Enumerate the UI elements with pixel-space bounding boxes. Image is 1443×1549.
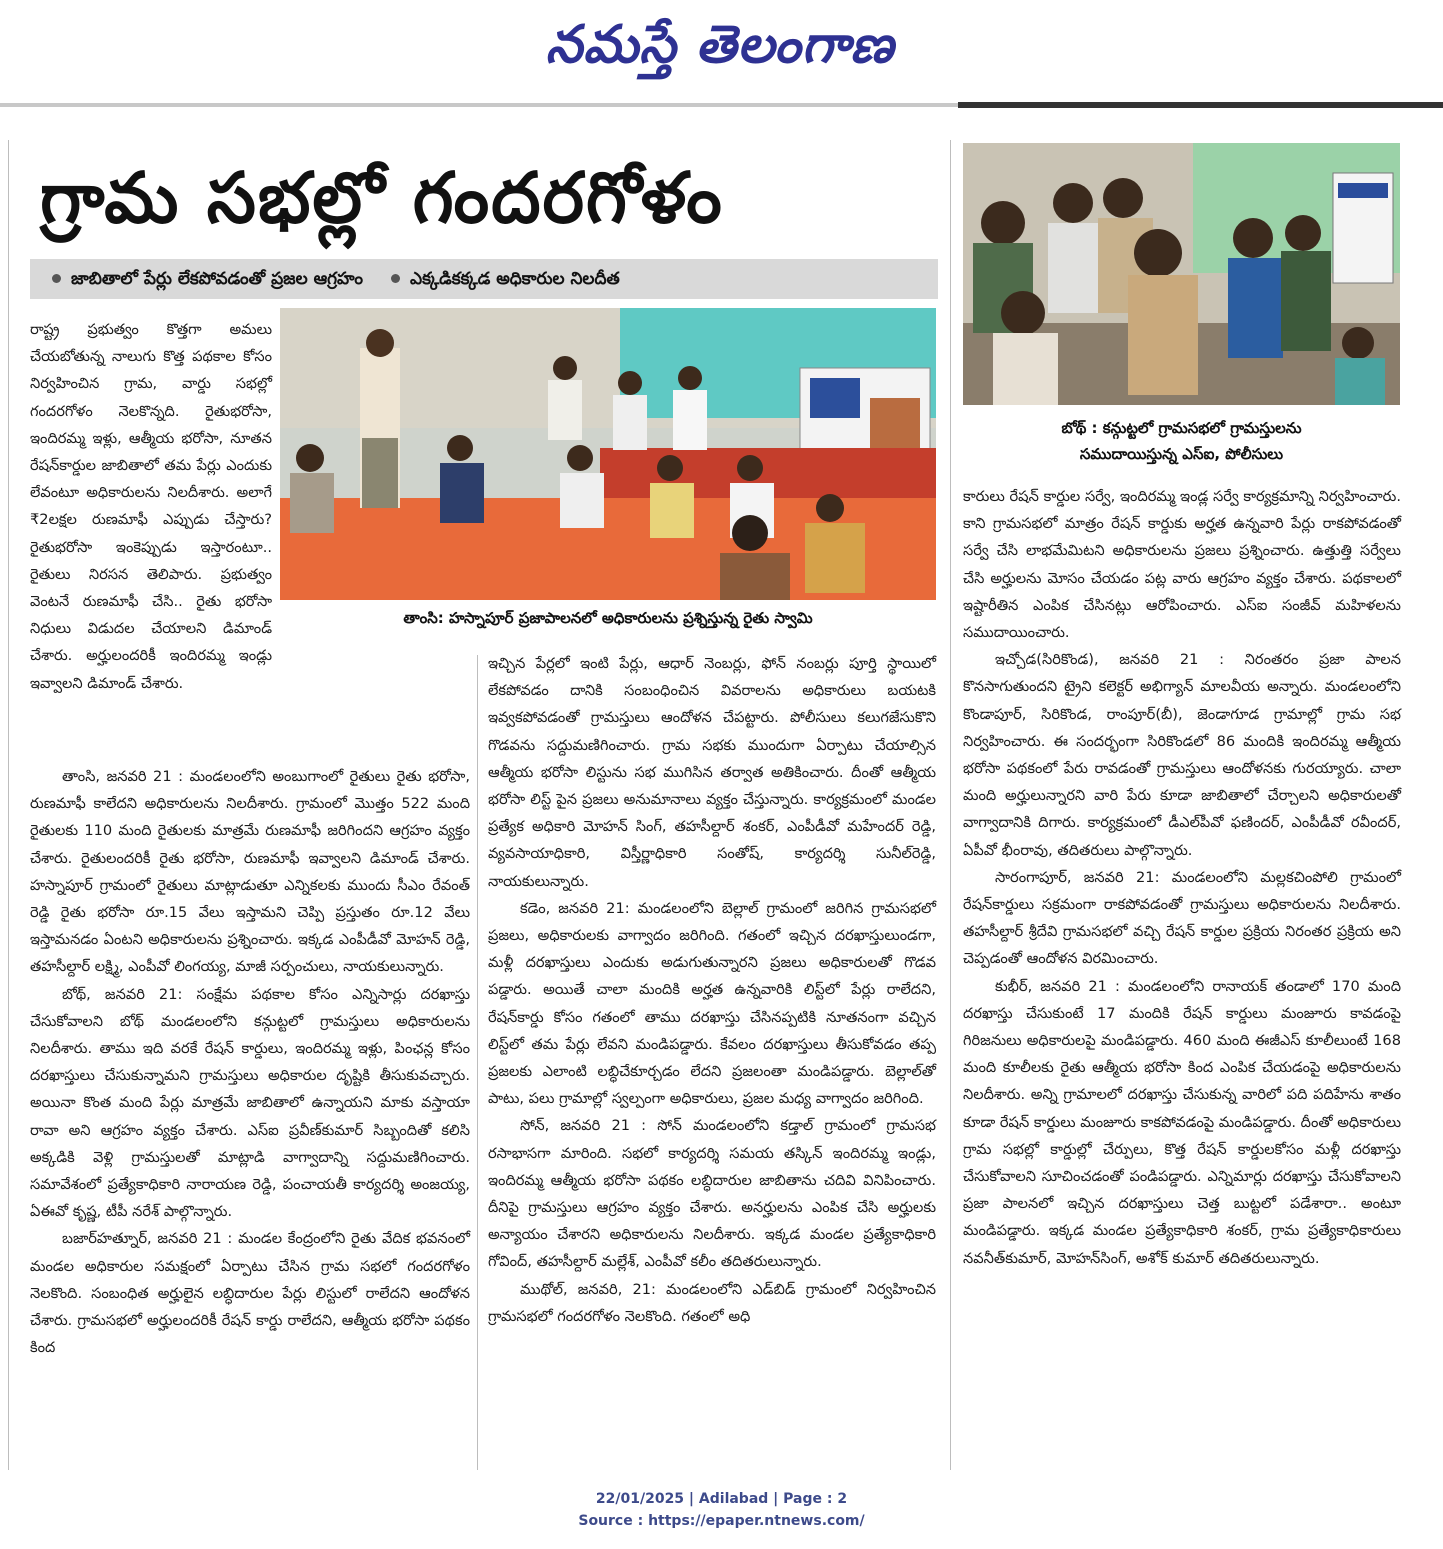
photo2-caption: [963, 415, 1400, 467]
footer-date-edition: 22/01/2025 | Adilabad | Page : 2: [595, 1491, 848, 1507]
paragraph-both: బోథ్, జనవరి 21: సంక్షేమ పథకాల కోసం ఎన్నిసార్లు దరఖాస్తు చేసుకోవాలని బోథ్ మండలంలోని కన్గుట్టలో గ్రామస్తులు అధికారులను నిలదీశారు. తాము ఇది వరకే రేషన్ కార్డులు, ఇందిరమ్మ ఇళ్లు, పింఛన్ల కోసం దరఖాస్తులు చేసుకున్నామని గ్రామస్తులు అధికారుల దృష్టికి తీసుకువచ్చారు. అయినా కొంత మంది పేర్లు మాత్రమే జాబితాలో ఉన్నాయని మాకు వస్తాయా రావా అని ఆగ్రహం వ్యక్తం చేశారు. ఎస్ఐ ప్రవీణ్‌కుమార్ సిబ్బందితో కలిసి అక్కడికి వెళ్లి గ్రామస్తులతో మాట్లాడి వాగ్వాదాన్ని సద్దుమణిగించారు. సమావేశంలో ప్రత్యేకాధికారి నారాయణ రెడ్డి, పంచాయతీ కార్యదర్శి అంజయ్య, ఏఈవో కృష్ణ, టీపీ నరేశ్ పాల్గొన్నారు.: [30, 985, 470, 1221]
paragraph-bazarhatnoor: బజార్‌హత్నూర్, జనవరి 21 : మండల కేంద్రంలోని రైతు వేదిక భవనంలో మండల అధికారుల సమక్షంలో ఏర్పాటు చేసిన గ్రామ సభలో గందరగోళం నెలకొంది. సంబంధిత అర్హులైన లబ్ధిదారుల పేర్లు లిస్టులో రాలేదని ఆందోళన చేశారు. గ్రామసభలో అర్హులందరికీ రేషన్ కార్డు రాలేదని, ఆత్మీయ భరోసా పథకం కింద: [30, 1230, 470, 1357]
paragraph-continued-2: కారులు రేషన్ కార్డుల సర్వే, ఇందిరమ్మ ఇండ్ల సర్వే కార్యక్రమాన్ని నిర్వహించారు. కాని గ్రామసభలో మాత్రం రేషన్ కార్డుకు అర్హత ఉన్నవారి పేర్లు రాకపోవడంతో సర్వే చేసి లాభమేమిటని అధికారులను ప్రజలు ప్రశ్నించారు. ఉత్తుత్తి సర్వేలు చేసి అర్హులను మోసం చేయడం పట్ల వారు ఆగ్రహం వ్యక్తం చేశారు. పథకాలలో ఇష్టారీతిన ఎంపిక చేసినట్లు ఆరోపించారు. ఎస్ఐ సంజీవ్ మహిళలను సముదాయించారు.: [963, 488, 1401, 642]
paragraph-ichoda: ఇచ్చోడ(సిరికొండ), జనవరి 21 : నిరంతరం ప్రజా పాలన కొనసాగుతుందని ట్రైని కలెక్టర్ అభిగ్యాన్ మాలవీయ అన్నారు. మండలంలోని కొండాపూర్, సిరికొండ, రాంపూర్(బీ), జెండాగూడ గ్రామాల్లో గ్రామ సభ నిర్వహించారు. ఈ సందర్భంగా సిరికొండలో 86 మందికి ఇందిరమ్మ ఆత్మీయ భరోసా పథకంలో పేరు రావడంతో గ్రామస్తులు ఆందోళనకు గురయ్యారు. చాలా మంది అర్హులున్నారని వారి పేరు కూడా జాబితాలో చేర్చాలని అధికారులతో వాగ్వాదానికి దిగారు. కార్యక్రమంలో డీఎల్‌పీవో ఫణిందర్, ఎంపీడీవో రవీందర్, ఏపీవో భీంరావు, తదితరులు పాల్గొన్నారు.: [963, 651, 1401, 859]
photo2-caption-line2: సముదాయిస్తున్న ఎస్ఐ, పోలీసులు: [1079, 445, 1284, 463]
photo1-caption: తాంసి: హస్నాపూర్ ప్రజాపాలనలో అధికారులను ప్రశ్నిస్తున్న రైతు స్వామి: [403, 609, 813, 627]
photo-police-kanguta: [963, 143, 1400, 405]
paragraph-tamsi: తాంసి, జనవరి 21 : మండలంలోని అంబుగాంలో రైతులు రైతు భరోసా, రుణమాఫీ కాలేదని అధికారులను నిలదీశారు. గ్రామంలో మొత్తం 522 మంది రైతులకు 110 మంది రైతులకు మాత్రమే రుణమాఫీ జరిగిందని ఆగ్రహం వ్యక్తం చేశారు. రైతులందరికీ రైతు భరోసా, రుణమాఫీ ఇవ్వాలని డిమాండ్ చేశారు. హస్నాపూర్ గ్రామంలో రైతులు మాట్లాడుతూ ఎన్నికలకు ముందు సీఎం రేవంత్ రెడ్డి రైతు భరోసా రూ.15 వేలు ఇస్తామని చెప్పి ప్రస్తుతం రూ.12 వేలు ఇస్తామనడం ఏంటని అధికారులను ప్రశ్నించారు. ఇక్కడ ఎంపీడీవో మోహన్ రెడ్డి, తహసీల్దార్ లక్ష్మి, ఎంపీవో లింగయ్య, మాజీ సర్పంచులు, నాయకులున్నారు.: [30, 768, 470, 976]
subhead-bar: [30, 259, 938, 299]
article-column-3: [963, 483, 1401, 1272]
article-column-1: [30, 763, 470, 1361]
intro-paragraph: రాష్ట్ర ప్రభుత్వం కొత్తగా అమలు చేయబోతున్న నాలుగు కొత్త పథకాల కోసం నిర్వహించిన గ్రామ, వార్డు సభల్లో గందరగోళం నెలకొన్నది. రైతుభరోసా, ఇందిరమ్మ ఇళ్లు, ఆత్మీయ భరోసా, నూతన రేషన్‌కార్డుల జాబితాలో తమ పేర్లు ఎందుకు లేవంటూ అధికారులను నిలదీశారు. అలాగే ₹2లక్షల రుణమాఫీ ఎప్పుడు చేస్తారు? రైతుభరోసా ఇంకెప్పుడు ఇస్తారంటూ.. రైతులు నిరసన తెలిపారు. ప్రభుత్వం వెంటనే రుణమాఫీ చేసి.. రైతు భరోసా నిధులు విడుదల చేయాలని డిమాండ్ చేశారు. అర్హులందరికీ ఇందిరమ్మ ఇండ్లు ఇవ్వాలని డిమాండ్ చేశారు.: [30, 321, 272, 692]
article-intro: [30, 316, 272, 697]
column-divider-right: [950, 140, 951, 1470]
footer: [0, 1488, 1443, 1532]
paragraph-kubeer: కుభీర్, జనవరి 21 : మండలంలోని రానాయక్ తండాలో 170 మంది దరఖాస్తు చేసుకుంటే 17 మందికి రేషన్ కార్డులు మంజూరు కావడంపై గిరిజనులు అధికారులపై మండిపడ్డారు. 460 మంది ఈజీఎస్ కూలీలుంటే 168 మంది కూలీలకు రైతు ఆత్మీయ భరోసా కింద ఎంపిక చేయడంపై అధికారులను నిలదీశారు. అన్ని గ్రామాలలో దరఖాస్తు చేసుకున్న వారిలో పది పదిహేను శాతం కూడా రేషన్ కార్డులు మంజూరు కాకపోవడంపై మండిపడ్డారు. దీంతో అధికారులు గ్రామ సభల్లో కార్డుల్లో చేర్పులు, కొత్త రేషన్ కార్డులకోసం మళ్లీ దరఖాస్తు చేసుకోవాలని సూచించడంతో పండిపడ్డారు. ఎన్నిమార్లు దరఖాస్తు చేసుకోవాలని ప్రజా పాలనలో ఇచ్చిన దరఖాస్తులు చెత్త బుట్టలో పడేశారా.. అంటూ మండిపడ్డారు. ఇక్కడ మండల ప్రత్యేకాధికారి శంకర్, గ్రామ ప్రత్యేకాధికారులు నవనీత్‌కుమార్, మోహన్‌సింగ్, అశోక్ కుమార్ తదితరులున్నారు.: [963, 977, 1401, 1267]
footer-source-link[interactable]: Source : https://epaper.ntnews.com/: [578, 1513, 865, 1529]
article-column-2: [488, 650, 936, 1330]
subhead-2: ఎక్కడికక్కడ అధికారుల నిలదీత: [409, 269, 620, 289]
newspaper-logo: నమస్తే తెలంగాణ: [545, 15, 895, 75]
masthead-rule-left: [0, 103, 958, 107]
column-divider-left: [8, 140, 9, 1470]
paragraph-mudhol: ముథోల్, జనవరి, 21: మండలంలోని ఎడ్‌బిడ్ గ్రామంలో నిర్వహించిన గ్రామసభలో గందరగోళం నెలకొంది. గతంలో అధి: [488, 1280, 936, 1325]
bullet-icon: [391, 274, 400, 283]
paragraph-sarangapur: సారంగాపూర్, జనవరి 21: మండలంలోని మల్లకచింపోలి గ్రామంలో రేషన్‌కార్డులు సక్రమంగా రాకపోవడంతో గ్రామస్తులు అధికారులను నిలదీశారు. తహసీల్దార్ శ్రీదేవి గ్రామసభలో వచ్చి రేషన్ కార్డుల ప్రక్రియ నిరంతర ప్రక్రియ అని చెప్పడంతో ఆందోళన విరమించారు.: [963, 868, 1401, 968]
masthead: [0, 0, 1443, 100]
headline: గ్రామ సభల్లో గందరగోళం: [40, 157, 724, 239]
paragraph-kadem: కడెం, జనవరి 21: మండలంలోని బెల్లాల్ గ్రామంలో జరిగిన గ్రామసభలో ప్రజలు, అధికారులకు వాగ్వాదం జరిగింది. గతంలో ఇచ్చిన దరఖాస్తులుండగా, మళ్లీ దరఖాస్తులు ఎందుకు అడుగుతున్నారని ప్రజలు అధికారులతో గొడవ పడ్డారు. అయితే చాలా మందికి అర్హత ఉన్నవారికి లిస్ట్‌లో పేర్లు రాలేదని, రేషన్‌కార్డు కోసం గతంలో తాము దరఖాస్తు చేసినప్పటికి నూతనంగా వచ్చిన లిస్ట్‌లో తమ పేర్లు లేవని మండిపడ్డారు. కేవలం దరఖాస్తులు తీసుకోవడం తప్ప ప్రజలకు ఎలాంటి లబ్ధిచేకూర్చడం లేదని ప్రజలంతా మండిపడ్డారు. బెల్లాల్‌తో పాటు, పలు గ్రామాల్లో స్వల్పంగా అధికారులు, ప్రజల మధ్య వాగ్వాదం జరిగింది.: [488, 899, 936, 1108]
bullet-icon: [52, 274, 61, 283]
masthead-rule-right: [958, 102, 1443, 108]
photo-meeting-hasnapur: [280, 308, 936, 600]
paragraph-sone: సోన్, జనవరి 21 : సోన్ మండలంలోని కడ్తాల్ గ్రామంలో గ్రామసభ రసాభాసగా మారింది. సభలో కార్యదర్శి సమయ తస్కిన్ ఇందిరమ్మ ఇండ్లు, ఇందిరమ్మ ఆత్మీయ భరోసా పథకం లబ్ధిదారుల జాబితాను చదివి వినిపించారు. దీనిపై గ్రామస్తులు ఆగ్రహం వ్యక్తం చేశారు. అనర్హులను ఎంపిక చేసి అర్హులకు అన్యాయం చేశారని అధికారులను నిలదీశారు. ఇక్కడ మండల ప్రత్యేకాధికారి గోవింద్, తహసీల్దార్ మల్లేశ్, ఎంపీవో కలీం తదితరులున్నారు.: [488, 1117, 936, 1271]
column-divider-mid: [477, 655, 478, 1470]
subhead-1: జాబితాలో పేర్లు లేకపోవడంతో ప్రజల ఆగ్రహం: [71, 269, 364, 289]
photo2-caption-line1: బోథ్ : కన్గుట్టలో గ్రామసభలో గ్రామస్తులను: [1061, 419, 1302, 437]
paragraph-continued: ఇచ్చిన పేర్లలో ఇంటి పేర్లు, ఆధార్ నెంబర్లు, ఫోన్ నంబర్లు పూర్తి స్థాయిలో లేకపోవడం దానికి సంబంధించిన వివరాలను అధికారులు బయటకి ఇవ్వకపోవడంతో గ్రామస్తులు ఆందోళన చేపట్టారు. పోలీసులు కలుగజేసుకొని గొడవను సద్దుమణిగించారు. గ్రామ సభకు ముందుగా ఏర్పాటు చేయాల్సిన ఆత్మీయ భరోసా లిస్టును సభ ముగిసిన తర్వాత అతికించారు. దీంతో ఆత్మీయ భరోసా లిస్ట్ పైన ప్రజలు అనుమానాలు వ్యక్తం చేస్తున్నారు. కార్యక్రమంలో మండల ప్రత్యేక అధికారి మోహన్ సింగ్, తహసీల్దార్ శంకర్, ఎంపీడీవో మహేందర్ రెడ్డి, వ్యవసాయాధికారి, విస్తీర్ణాధికారి సంతోష్, కార్యదర్శి సునీల్‌రెడ్డి, నాయకులున్నారు.: [488, 655, 936, 890]
